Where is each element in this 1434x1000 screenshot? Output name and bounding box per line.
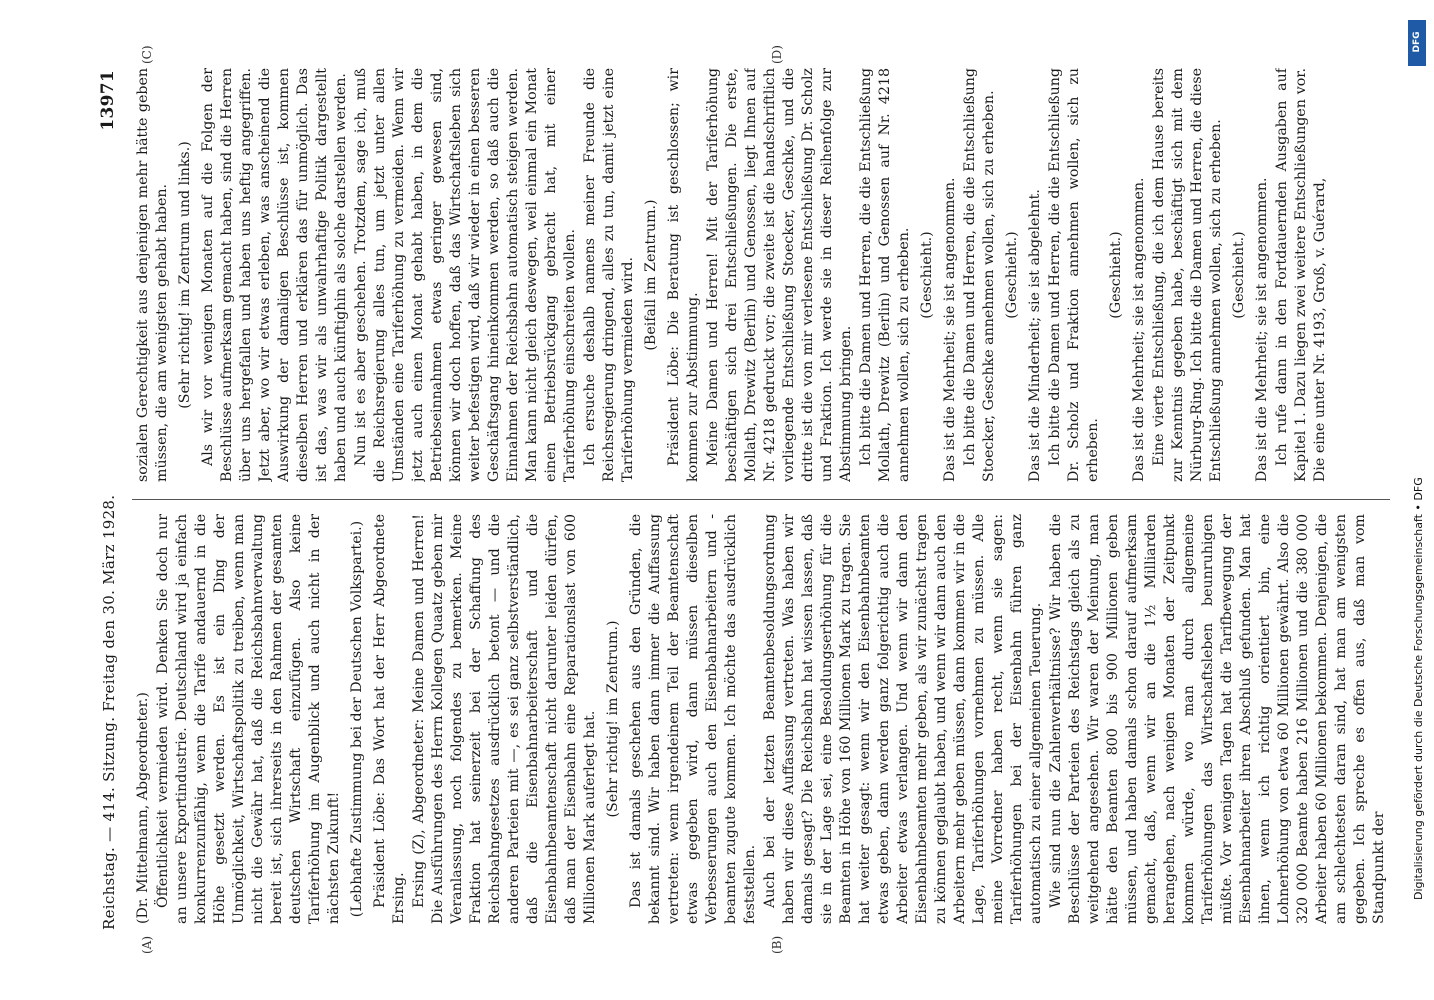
paragraph: Das ist damals geschehen aus den Gründen, die bekannt sind. Wir haben dann immer die Auffassung vertreten: wenn irgendeinem Teil der Beamtenschaft etwas gegeben wird, dann müssen dieselben Verbesserungen auch den Eisenbahnarbeitern und -beamten zugute kommen. Ich möchte das ausdrücklich feststellen.: [628, 514, 758, 924]
vote-result: Das ist die Mehrheit; sie ist angenommen.: [1131, 177, 1147, 482]
paragraph: Ich rufe dann in den Fortdauernden Ausgaben auf Kapitel 1. Dazu liegen zwei weitere Entschließungen vor. Die eine unter Nr. 4193, Groß, v. Guérard,: [1274, 68, 1328, 482]
president-remark: Präsident Löbe: Das Wort hat der Herr Abgeordnete Ersing.: [372, 514, 407, 924]
interjection: (Lebhafte Zustimmung bei der Deutschen Volkspartei.): [349, 520, 365, 918]
paragraph: Öffentlichkeit vermieden wird. Denken Sie doch nur an unsere Exportindustrie. Deutschland wird ja einfach konkurrenzunfähig, wenn die Tarife andauernd in die Höhe gesetzt werden. Es ist ein Ding der Unmöglichkeit, Wirtschaftspolitik zu treiben, wenn man nicht die Gewähr hat, daß die Reichsbahnverwaltung bereit ist, sich ihrerseits in den Rahmen der gesamten deutschen Wirtschaft einzufügen. Also keine Tariferhöhung im Augenblick und auch nicht in der nächsten Zukunft!: [155, 514, 342, 924]
left-column: [134, 514, 1400, 924]
running-head: [98, 70, 124, 930]
paragraph: Auch bei der letzten Beamtenbesoldungsordnung haben wir diese Auffassung vertreten. Was haben wir damals gesagt? Die Reichsbahn hat wissen lassen, daß sie in der Lage sei, eine Besoldungserhöhung für die Beamten in Höhe von 160 Millionen Mark zu tragen. Sie hat weiter gesagt: wenn wir den Eisenbahnbeamten etwas geben, dann werden ganz folgerichtig auch die Arbeiter etwas verlangen. Und wenn wir dann den Eisenbahnbeamten mehr geben, als wir zunächst tragen zu können geglaubt haben, und wenn wir dann auch den Arbeitern mehr geben müssen, dann kommen wir in die Lage, Tariferhöhungen vornehmen zu müssen. Alle meine Vorredner haben recht, wenn sie sagen: Tariferhöhungen bei der Eisenbahn führen ganz automatisch zu einer allgemeinen Teuerung.: [762, 514, 1044, 924]
paragraph: Ich bitte die Damen und Herren, die die Entschließung Mollath, Drewitz (Berlin) und Genossen auf Nr. 4218 annehmen wollen, sich zu erheben.: [858, 68, 912, 482]
scanned-page: [80, 40, 1420, 960]
interjection: (Sehr richtig! im Zentrum und links.): [177, 141, 193, 409]
interjection: (Geschieht.): [919, 231, 935, 319]
vote-result: Das ist die Mehrheit; sie ist angenommen.: [1254, 177, 1270, 482]
margin-marker-c: (C): [140, 45, 154, 64]
paragraph: Wie sind nun die Zahlenverhältnisse? Wir haben die Beschlüsse der Parteien des Reichstags gleich als zu weitgehend angesehen. Wir waren der Meinung, man hätte den Beamten 800 bis 900 Millionen geben müssen, und haben damals schon darauf aufmerksam gemacht, daß, wenn wir an die 1½ Milliarden herangehen, nach wenigen Monaten der Zeitpunkt kommen würde, wo man durch allgemeine Tariferhöhungen das Wirtschaftsleben beunruhigen müßte. Vor wenigen Tagen hat die Tarifbewegung der Eisenbahnarbeiter ihren Abschluß gefunden. Man hat ihnen, wenn ich richtig orientiert bin, eine Lohnerhöhung von etwa 60 Millionen gewährt. Also die 320 000 Beamte haben 216 Millionen und die 380 000 Arbeiter haben 60 Millionen bekommen. Denjenigen, die am schlechtesten daran sind, hat man am wenigsten gegeben. Ich spreche es offen aus, daß man vom Standpunkt der: [1048, 514, 1387, 924]
paragraph: Ich bitte die Damen und Herren, die die Entschließung Stoecker, Geschke annehmen wollen, sich zu erheben.: [962, 68, 997, 482]
paragraph: sozialen Gerechtigkeit aus denjenigen mehr hätte geben müssen, die am wenigsten gehabt haben.: [135, 68, 170, 482]
paragraph: Nun ist es aber geschehen. Trotzdem, sage ich, muß die Reichsregierung alles tun, um jetzt unter allen Umständen eine Tariferhöhung zu vermeiden. Wenn wir jetzt auch einen Monat gehabt haben, in dem die Betriebseinnahmen etwas geringer gewesen sind, können wir doch hoffen, daß das Wirtschaftsleben sich weiter befestigen wird, daß wir wieder in einen besseren Geschäftsgang hineinkommen werden, so daß auch die Einnahmen der Reichsbahn automatisch steigen werden. Man kann nicht gleich deswegen, weil einmal ein Monat einen Betriebsrückgang gebracht hat, mit einer Tariferhöhung einschreiten wollen.: [353, 68, 578, 482]
vote-result: Das ist die Mehrheit; sie ist angenommen.: [942, 177, 958, 482]
interjection: (Geschieht.): [1108, 231, 1124, 319]
interjection: (Geschieht.): [1231, 231, 1247, 319]
interjection: (Beifall im Zentrum.): [643, 199, 659, 351]
president-remark: Präsident Löbe: Die Beratung ist geschlossen; wir kommen zur Abstimmung.: [666, 68, 701, 482]
right-column: [134, 68, 1400, 482]
paragraph: Eine vierte Entschließung, die ich dem Hause bereits zur Kenntnis gegeben habe, beschäftigt sich mit dem Nürburg-Ring. Ich bitte die Damen und Herren, die diese Entschließung annehmen wollen, sich zu erheben.: [1151, 68, 1224, 482]
paragraph: Ich ersuche deshalb namens meiner Freunde die Reichsregierung dringend, alles zu tun, damit jetzt eine Tariferhöhung vermieden wird.: [582, 68, 636, 482]
interjection: (Sehr richtig! im Zentrum.): [605, 620, 621, 818]
credit-text: Digitalisierung gefördert durch die Deutsche Forschungsgemeinschaft • DFG: [1412, 477, 1425, 900]
margin-marker-d: (D): [770, 45, 784, 64]
margin-marker-a: (A): [140, 935, 154, 954]
margin-marker-b: (B): [770, 935, 784, 954]
digitization-credit: [1404, 10, 1430, 990]
page-number: 13971: [98, 70, 118, 131]
paragraph: Meine Damen und Herren! Mit der Tariferhöhung beschäftigen sich drei Entschließungen. Die erste, Mollath, Drewitz (Berlin) und Genossen, liegt Ihnen auf Nr. 4218 gedruckt vor; die zweite ist die handschriftlich vorliegende Entschließung Stoecker, Geschke, und die dritte ist die von mir verlesene Entschließung Dr. Scholz und Fraktion. Ich werde sie in dieser Reihenfolge zur Abstimmung bringen.: [705, 68, 854, 482]
column-divider: [132, 499, 1390, 500]
dfg-logo-icon: DFG: [1408, 20, 1426, 66]
paragraph: Als wir vor wenigen Monaten auf die Folgen der Beschlüsse aufmerksam gemacht haben, sind die Herren über uns hergefallen und haben uns heftig angegriffen. Jetzt aber, wo wir etwas erleben, was anscheinend die Auswirkung der damaligen Beschlüsse ist, kommen dieselben Herren und erklären das für unmöglich. Das ist das, was wir als unwahrhaftige Politik dargestellt haben und auch künftighin als solche darstellen werden.: [200, 68, 349, 482]
paragraph: Ersing (Z), Abgeordneter: Meine Damen und Herren! Die Ausführungen des Herrn Kollegen Quaatz geben mir Veranlassung, noch folgendes zu bemerken. Meine Fraktion hat seinerzeit bei der Schaffung des Reichsbahngesetzes ausdrücklich betont — und die anderen Parteien mit —, es sei ganz selbstverständlich, daß die Eisenbahnarbeiterschaft und die Eisenbahnbeamtenschaft nicht darunter leiden dürfen, daß man der Eisenbahn eine Reparationslast von 600 Millionen Mark auferlegt hat.: [411, 514, 598, 924]
speaker-header: (Dr. Mittelmann, Abgeordneter.): [135, 692, 151, 924]
interjection: (Geschieht.): [1004, 231, 1020, 319]
running-title: Reichstag. — 414. Sitzung. Freitag den 30. März 1928.: [100, 494, 118, 930]
vote-result: Das ist die Minderheit; sie ist abgelehnt.: [1027, 189, 1043, 482]
paragraph: Ich bitte die Damen und Herren, die die Entschließung Dr. Scholz und Fraktion annehmen wollen, sich zu erheben.: [1047, 68, 1101, 482]
